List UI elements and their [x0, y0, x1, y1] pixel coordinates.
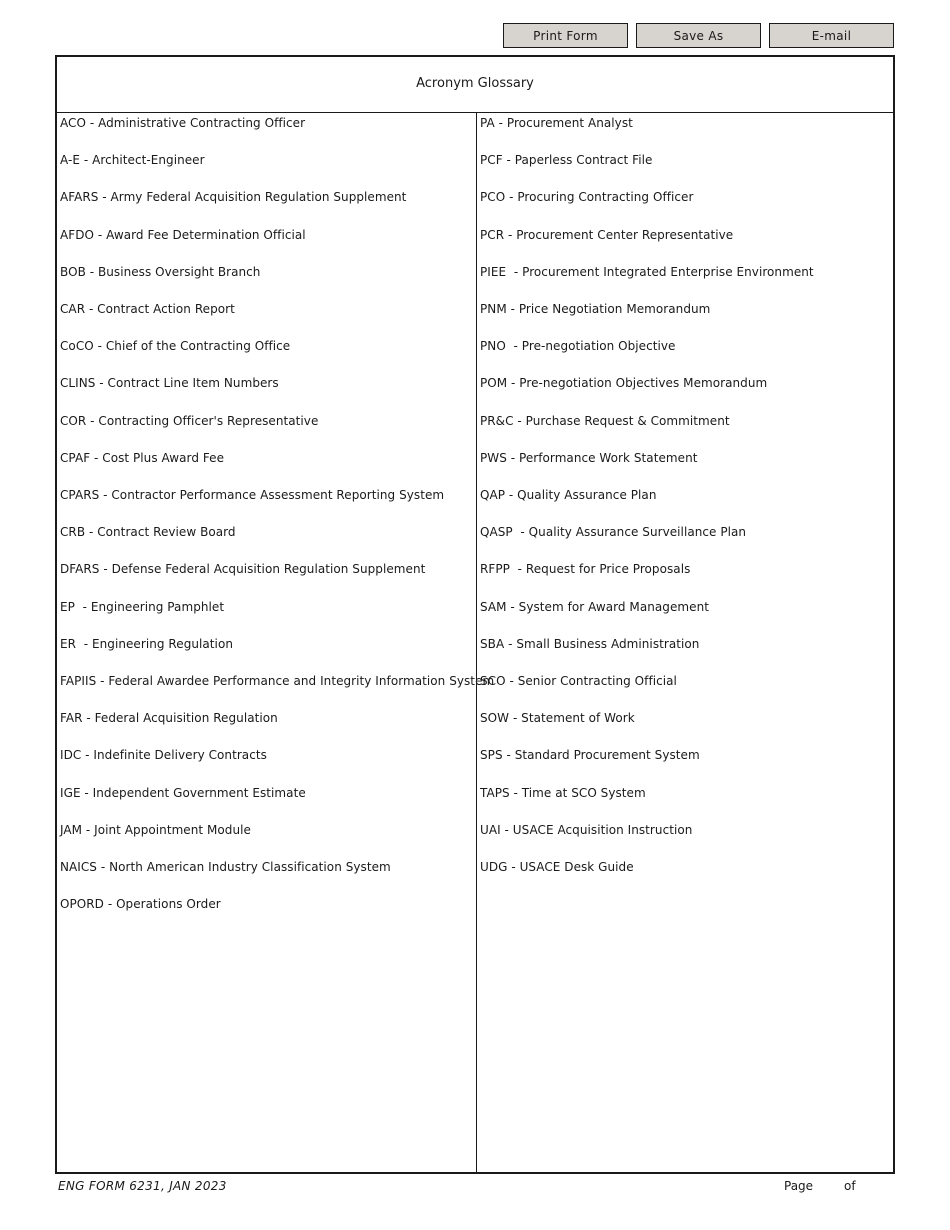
form-identifier: ENG FORM 6231, JAN 2023 [58, 1179, 227, 1193]
glossary-entry: A-E - Architect-Engineer [60, 153, 205, 167]
glossary-form [55, 55, 895, 1174]
glossary-entry: CPAF - Cost Plus Award Fee [60, 451, 225, 465]
glossary-entry: PCF - Paperless Contract File [480, 153, 653, 167]
glossary-right-column [477, 113, 893, 1172]
page-label: Page [784, 1179, 814, 1193]
glossary-entry: SAM - System for Award Management [480, 600, 709, 614]
glossary-entry: ER - Engineering Regulation [60, 637, 233, 651]
glossary-entry: PIEE - Procurement Integrated Enterprise Environment [480, 265, 814, 279]
glossary-entry: CAR - Contract Action Report [60, 302, 235, 316]
glossary-entry: JAM - Joint Appointment Module [60, 823, 251, 837]
glossary-entry: QASP - Quality Assurance Surveillance Plan [480, 525, 747, 539]
save-as-button[interactable]: Save As [636, 23, 761, 48]
glossary-entry: SCO - Senior Contracting Official [480, 674, 677, 688]
glossary-entry: NAICS - North American Industry Classification System [60, 860, 391, 874]
glossary-entry: DFARS - Defense Federal Acquisition Regulation Supplement [60, 562, 426, 576]
glossary-entry: POM - Pre-negotiation Objectives Memorandum [480, 376, 768, 390]
glossary-entry: PA - Procurement Analyst [480, 116, 633, 130]
glossary-entry: ACO - Administrative Contracting Officer [60, 116, 306, 130]
glossary-entry: UAI - USACE Acquisition Instruction [480, 823, 693, 837]
glossary-entry: CoCO - Chief of the Contracting Office [60, 339, 291, 353]
glossary-entry: QAP - Quality Assurance Plan [480, 488, 657, 502]
email-button[interactable]: E-mail [769, 23, 894, 48]
glossary-entry: TAPS - Time at SCO System [480, 786, 646, 800]
glossary-entry: PNM - Price Negotiation Memorandum [480, 302, 711, 316]
glossary-entry: AFDO - Award Fee Determination Official [60, 228, 306, 242]
glossary-entry: PCR - Procurement Center Representative [480, 228, 734, 242]
form-toolbar [503, 23, 894, 51]
glossary-entry: FAPIIS - Federal Awardee Performance and Integrity Information System [60, 674, 495, 688]
glossary-entry: PCO - Procuring Contracting Officer [480, 190, 694, 204]
print-form-button[interactable]: Print Form [503, 23, 628, 48]
glossary-entry: AFARS - Army Federal Acquisition Regulation Supplement [60, 190, 407, 204]
glossary-entry: CLINS - Contract Line Item Numbers [60, 376, 279, 390]
glossary-entry: SBA - Small Business Administration [480, 637, 700, 651]
glossary-entry: PWS - Performance Work Statement [480, 451, 698, 465]
glossary-entry: CPARS - Contractor Performance Assessment Reporting System [60, 488, 445, 502]
glossary-entry: SOW - Statement of Work [480, 711, 635, 725]
glossary-left-column [57, 113, 495, 1172]
page-of-label: of [844, 1179, 856, 1193]
glossary-entry: OPORD - Operations Order [60, 897, 221, 911]
glossary-entry: EP - Engineering Pamphlet [60, 600, 225, 614]
glossary-entry: PR&C - Purchase Request & Commitment [480, 414, 730, 428]
glossary-entry: IGE - Independent Government Estimate [60, 786, 306, 800]
glossary-entry: COR - Contracting Officer's Representative [60, 414, 319, 428]
glossary-entry: CRB - Contract Review Board [60, 525, 236, 539]
form-title: Acronym Glossary [57, 57, 893, 113]
glossary-entry: UDG - USACE Desk Guide [480, 860, 634, 874]
glossary-entry: PNO - Pre-negotiation Objective [480, 339, 676, 353]
glossary-entry: BOB - Business Oversight Branch [60, 265, 261, 279]
glossary-entry: IDC - Indefinite Delivery Contracts [60, 748, 267, 762]
glossary-entry: FAR - Federal Acquisition Regulation [60, 711, 278, 725]
glossary-entry: RFPP - Request for Price Proposals [480, 562, 691, 576]
glossary-entry: SPS - Standard Procurement System [480, 748, 700, 762]
